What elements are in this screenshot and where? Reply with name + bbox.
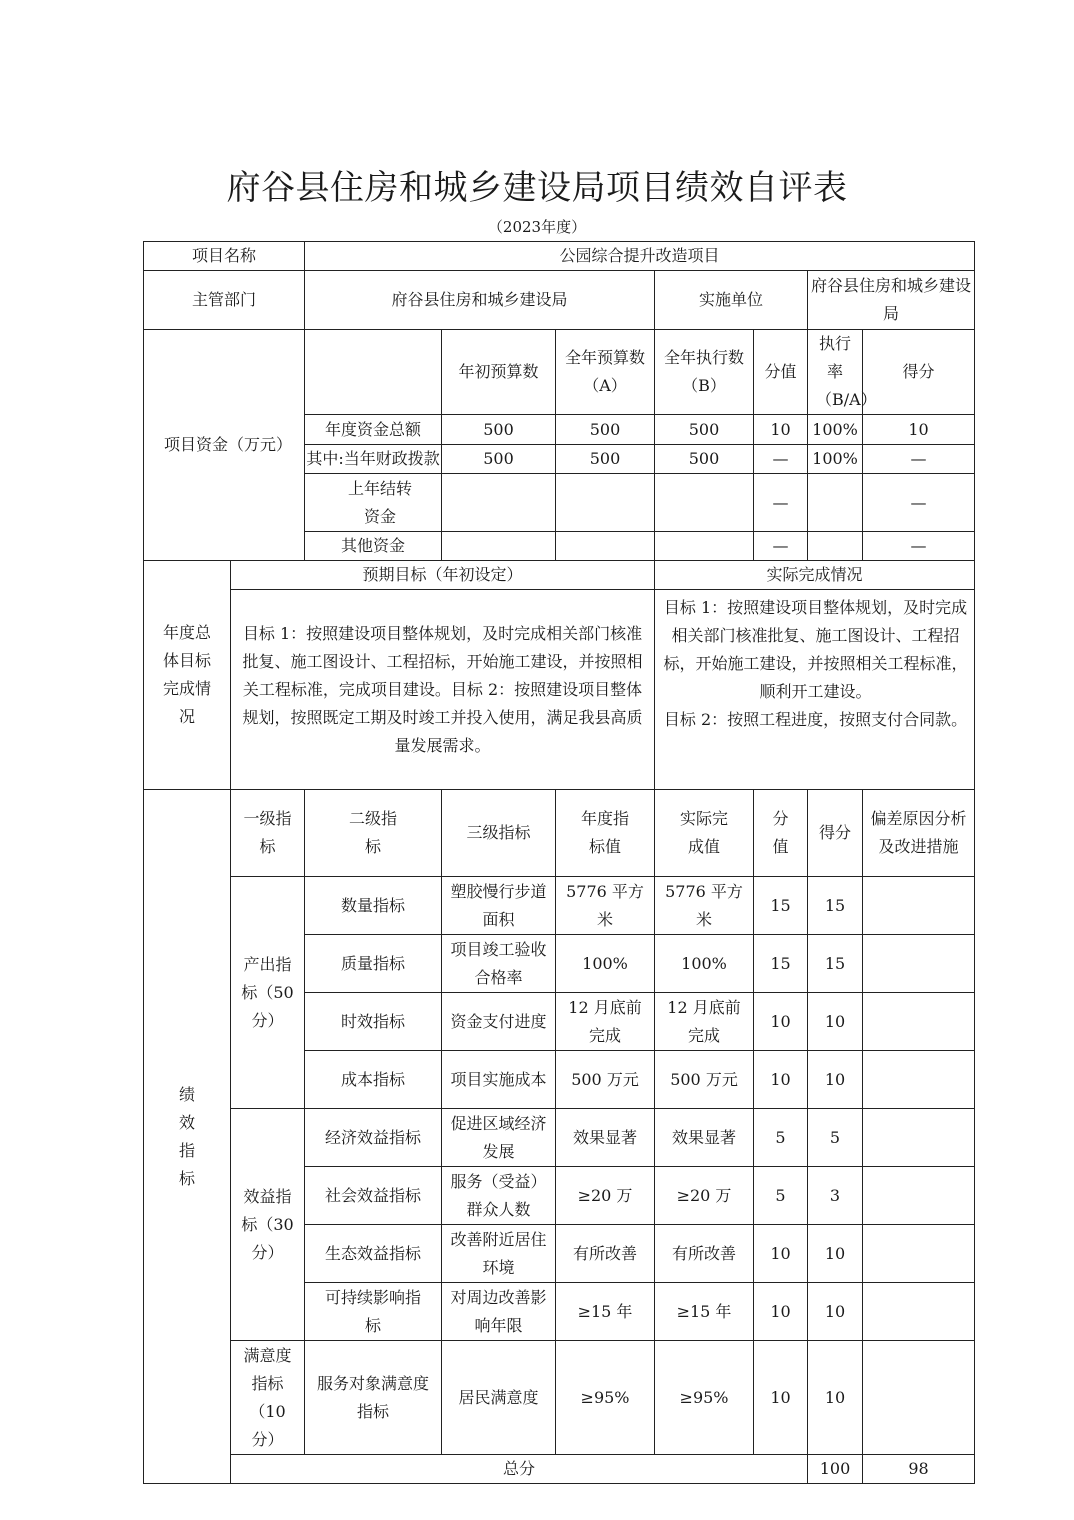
perf-actual: 有所改善 [655, 1225, 754, 1283]
total-row [144, 1455, 975, 1484]
perf-target: 有所改善 [556, 1225, 655, 1283]
funds-row-annual: 500 [556, 445, 655, 474]
funds-row-score: — [863, 474, 975, 532]
perf-actual: 5776 平方米 [655, 877, 754, 935]
funds-row-label: 年度资金总额 [305, 415, 442, 445]
perf-header-target: 年度指标值 [556, 790, 655, 877]
perf-header-deviation: 偏差原因分析及改进措施 [863, 790, 975, 877]
perf-target: ≥20 万 [556, 1167, 655, 1225]
funds-row-annual [556, 532, 655, 561]
perf-score: 15 [808, 877, 863, 935]
evaluation-table-wrapper [143, 241, 974, 1484]
funds-row-executed [655, 532, 754, 561]
perf-header-level1: 一级指标 [231, 790, 305, 877]
perf-deviation [863, 1283, 975, 1341]
perf-deviation [863, 877, 975, 935]
perf-level2: 服务对象满意度指标 [305, 1341, 442, 1455]
perf-target: 效果显著 [556, 1109, 655, 1167]
perf-actual: 效果显著 [655, 1109, 754, 1167]
funds-row-score-value: — [754, 474, 808, 532]
perf-actual: ≥95% [655, 1341, 754, 1455]
perf-deviation [863, 935, 975, 993]
perf-row [144, 1109, 975, 1167]
impl-label: 实施单位 [655, 271, 808, 330]
perf-label: 绩效指标 [144, 790, 231, 1484]
funds-header-executed: 全年执行数（B） [655, 330, 754, 415]
perf-score: 10 [808, 1225, 863, 1283]
perf-level2: 数量指标 [305, 877, 442, 935]
funds-row-score: — [863, 445, 975, 474]
funds-row-label: 其他资金 [305, 532, 442, 561]
perf-score-value: 5 [754, 1109, 808, 1167]
perf-score: 10 [808, 1283, 863, 1341]
goals-actual-cell [655, 590, 975, 790]
dept-row [144, 271, 975, 330]
total-score-value: 100 [808, 1455, 863, 1484]
funds-row-executed: 500 [655, 445, 754, 474]
perf-score-value: 10 [754, 993, 808, 1051]
perf-level3: 塑胶慢行步道面积 [442, 877, 556, 935]
total-score: 98 [863, 1455, 975, 1484]
perf-deviation [863, 1225, 975, 1283]
perf-score-value: 15 [754, 935, 808, 993]
perf-header-row [144, 790, 975, 877]
perf-level3: 项目竣工验收合格率 [442, 935, 556, 993]
funds-label: 项目资金（万元） [144, 330, 305, 561]
perf-score-value: 10 [754, 1051, 808, 1109]
funds-header-score-value: 分值 [754, 330, 808, 415]
perf-score-value: 10 [754, 1283, 808, 1341]
project-name-label: 项目名称 [144, 242, 305, 271]
perf-score: 15 [808, 935, 863, 993]
funds-row-annual [556, 474, 655, 532]
report-year: （2023年度） [487, 218, 587, 236]
perf-group-benefit: 效益指标（30分） [231, 1109, 305, 1341]
perf-level3: 资金支付进度 [442, 993, 556, 1051]
perf-level2: 社会效益指标 [305, 1167, 442, 1225]
perf-header-actual: 实际完成值 [655, 790, 754, 877]
perf-row [144, 877, 975, 935]
perf-group-satisfaction: 满意度指标（10分） [231, 1341, 305, 1455]
perf-score-value: 10 [754, 1225, 808, 1283]
funds-row-score-value: — [754, 532, 808, 561]
perf-level2: 时效指标 [305, 993, 442, 1051]
perf-actual: ≥15 年 [655, 1283, 754, 1341]
funds-header-blank [305, 330, 442, 415]
perf-level2: 质量指标 [305, 935, 442, 993]
project-name-value: 公园综合提升改造项目 [305, 242, 975, 271]
perf-actual: ≥20 万 [655, 1167, 754, 1225]
perf-deviation [863, 1167, 975, 1225]
funds-row-rate: 100% [808, 415, 863, 445]
funds-header-annual: 全年预算数（A） [556, 330, 655, 415]
funds-row-score: 10 [863, 415, 975, 445]
perf-level3: 居民满意度 [442, 1341, 556, 1455]
funds-header-rate: 执行率（B/A） [808, 330, 863, 415]
funds-row-rate [808, 532, 863, 561]
goals-label: 年度总体目标完成情况 [144, 561, 231, 790]
perf-score-value: 5 [754, 1167, 808, 1225]
funds-row-rate: 100% [808, 445, 863, 474]
funds-row-initial [442, 474, 556, 532]
funds-row-initial: 500 [442, 415, 556, 445]
perf-level2: 成本指标 [305, 1051, 442, 1109]
perf-deviation [863, 1051, 975, 1109]
total-label: 总分 [231, 1455, 808, 1484]
funds-row-score-value: — [754, 445, 808, 474]
perf-target: ≥95% [556, 1341, 655, 1455]
funds-row-initial: 500 [442, 445, 556, 474]
perf-score: 10 [808, 1341, 863, 1455]
perf-header-score-value: 分值 [754, 790, 808, 877]
funds-header-score: 得分 [863, 330, 975, 415]
perf-score-value: 15 [754, 877, 808, 935]
perf-deviation [863, 993, 975, 1051]
funds-row-label: 其中:当年财政拨款 [305, 445, 442, 474]
page-title: 府谷县住房和城乡建设局项目绩效自评表 [226, 168, 848, 208]
perf-level3: 对周边改善影响年限 [442, 1283, 556, 1341]
funds-header-row [144, 330, 975, 415]
perf-score: 10 [808, 1051, 863, 1109]
goals-expected-text: 目标 1：按照建设项目整体规划，及时完成相关部门核准批复、施工图设计、工程招标，开始施工建设，并按照相关工程标准，完成项目建设。目标 2：按照建设项目整体规划，按照既定工期及时竣工并投入使用，满足我县高质量发展需求。 [231, 590, 655, 790]
evaluation-table [143, 241, 975, 1484]
perf-row [144, 1341, 975, 1455]
funds-row-executed [655, 474, 754, 532]
funds-row-score: — [863, 532, 975, 561]
perf-score-value: 10 [754, 1341, 808, 1455]
perf-level3: 项目实施成本 [442, 1051, 556, 1109]
funds-row-executed: 500 [655, 415, 754, 445]
perf-actual: 12 月底前完成 [655, 993, 754, 1051]
impl-value: 府谷县住房和城乡建设局 [808, 271, 975, 330]
perf-deviation [863, 1341, 975, 1455]
goals-actual-text-1: 目标 1：按照建设项目整体规划，及时完成相关部门核准批复、施工图设计、工程招标，开始施工建设，并按照相关工程标准，顺利开工建设。 [663, 598, 968, 701]
perf-header-score: 得分 [808, 790, 863, 877]
funds-row-rate [808, 474, 863, 532]
perf-score: 10 [808, 993, 863, 1051]
perf-actual: 500 万元 [655, 1051, 754, 1109]
project-name-row [144, 242, 975, 271]
goals-header-row [144, 561, 975, 590]
perf-target: 5776 平方米 [556, 877, 655, 935]
perf-score: 5 [808, 1109, 863, 1167]
perf-actual: 100% [655, 935, 754, 993]
funds-row-initial [442, 532, 556, 561]
perf-target: 500 万元 [556, 1051, 655, 1109]
perf-level2: 经济效益指标 [305, 1109, 442, 1167]
funds-row-label: 上年结转资金 [305, 474, 442, 532]
dept-label: 主管部门 [144, 271, 305, 330]
goals-actual-header: 实际完成情况 [655, 561, 975, 590]
perf-level3: 服务（受益）群众人数 [442, 1167, 556, 1225]
perf-header-level2: 二级指标 [305, 790, 442, 877]
perf-level3: 促进区域经济发展 [442, 1109, 556, 1167]
dept-value: 府谷县住房和城乡建设局 [305, 271, 655, 330]
perf-score: 3 [808, 1167, 863, 1225]
perf-level3: 改善附近居住环境 [442, 1225, 556, 1283]
perf-target: 100% [556, 935, 655, 993]
perf-target: 12 月底前完成 [556, 993, 655, 1051]
perf-level2: 生态效益指标 [305, 1225, 442, 1283]
perf-header-level3: 三级指标 [442, 790, 556, 877]
perf-group-output: 产出指标（50分） [231, 877, 305, 1109]
funds-row-score-value: 10 [754, 415, 808, 445]
perf-deviation [863, 1109, 975, 1167]
goals-actual-text-2: 目标 2：按照工程进度，按照支付合同款。 [663, 710, 968, 729]
funds-header-initial: 年初预算数 [442, 330, 556, 415]
goals-content-row [144, 590, 975, 790]
perf-target: ≥15 年 [556, 1283, 655, 1341]
funds-row-annual: 500 [556, 415, 655, 445]
perf-level2: 可持续影响指标 [305, 1283, 442, 1341]
goals-expected-header: 预期目标（年初设定） [231, 561, 655, 590]
